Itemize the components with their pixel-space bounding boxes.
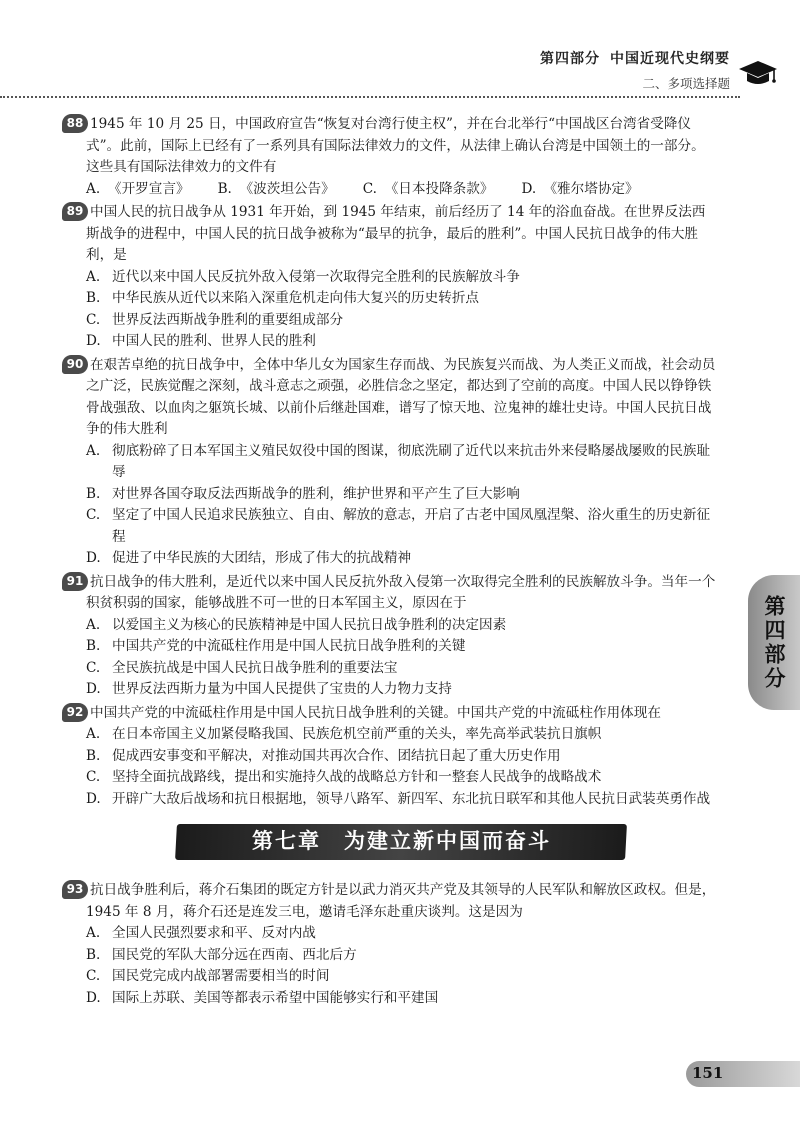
question-stem — [66, 880, 716, 923]
question-number-badge: 90 — [62, 355, 88, 374]
question-90 — [66, 355, 716, 570]
graduation-cap-icon — [738, 58, 778, 88]
chapter-heading — [175, 824, 627, 860]
side-part-tab — [748, 575, 800, 710]
question-93 — [66, 880, 716, 1009]
option-d: D. 开辟广大敌后战场和抗日根据地，领导八路军、新四军、东北抗日联军和其他人民抗日武装英勇作战 — [86, 790, 711, 807]
option-c: C. 坚持全面抗战路线，提出和实施持久战的战略总方针和一整套人民战争的战略战术 — [86, 769, 602, 785]
option-d: D. 国际上苏联、美国等都表示希望中国能够实行和平建国 — [86, 989, 439, 1006]
question-stem — [66, 114, 716, 179]
option-a: A. 全国人民强烈要求和平、反对内战 — [86, 925, 316, 941]
question-number-badge: 89 — [62, 202, 88, 221]
page-number: 151 — [692, 1064, 724, 1082]
question-stem — [66, 703, 716, 725]
header-main — [530, 48, 730, 68]
option-b: B. 对世界各国夺取反法西斯战争的胜利，维护世界和平产生了巨大影响 — [86, 485, 520, 502]
page-content — [66, 114, 716, 1011]
side-tab-label: 第四部分 — [762, 594, 786, 691]
option-a: A. 《开罗宣言》 — [86, 180, 190, 197]
question-number-badge: 93 — [62, 880, 88, 899]
option-a: A. 彻底粉碎了日本军国主义殖民奴役中国的图谋，彻底洗刷了近代以来抗击外来侵略屡战屡败的民族耻辱 — [86, 442, 711, 480]
option-c: C. 《日本投降条款》 — [362, 180, 494, 197]
option-a: A. 以爱国主义为核心的民族精神是中国人民抗日战争胜利的决定因素 — [86, 616, 507, 633]
option-b: B. 促成西安事变和平解决，对推动国共再次合作、团结抗日起了重大历史作用 — [86, 747, 561, 764]
option-b: B. 《波茨坦公告》 — [217, 180, 335, 197]
question-91 — [66, 572, 716, 701]
option-row — [86, 179, 716, 201]
question-text: 在艰苦卓绝的抗日战争中，全体中华儿女为国家生存而战、为民族复兴而战、为人类正义而战，社会动员之广泛，民族觉醒之深刻，战斗意志之顽强，必胜信念之坚定，都达到了空前的高度。中国人民以铮铮铁骨战强敌、以血肉之躯筑长城、以前仆后继赴国难，谱写了惊天地、泣鬼神的雄壮史诗。中国人民抗日战争的伟大胜利 — [86, 356, 716, 437]
question-text: 抗日战争胜利后，蒋介石集团的既定方针是以武力消灭共产党及其领导的人民军队和解放区政权。但是，1945 年 8 月，蒋介石还是连发三电，邀请毛泽东赴重庆谈判。这是因为 — [86, 882, 716, 920]
option-a: A. 近代以来中国人民反抗外敌入侵第一次取得完全胜利的民族解放斗争 — [86, 268, 520, 285]
option-c: C. 国民党完成内战部署需要相当的时间 — [86, 968, 330, 984]
option-b: B. 中华民族从近代以来陷入深重危机走向伟大复兴的历史转折点 — [86, 290, 480, 306]
option-b: B. 中国共产党的中流砥柱作用是中国人民抗日战争胜利的关键 — [86, 638, 466, 654]
option-d: D. 世界反法西斯力量为中国人民提供了宝贵的人力物力支持 — [86, 681, 452, 697]
question-89 — [66, 202, 716, 353]
question-text: 中国共产党的中流砥柱作用是中国人民抗日战争胜利的关键。中国共产党的中流砥柱作用体现在 — [90, 704, 661, 721]
header-divider — [0, 96, 740, 98]
option-d: D. 中国人民的胜利、世界人民的胜利 — [86, 333, 316, 349]
question-number-badge: 92 — [62, 703, 88, 722]
question-text: 抗日战争的伟大胜利，是近代以来中国人民反抗外敌入侵第一次取得完全胜利的民族解放斗争。当年一个积贫积弱的国家，能够战胜不可一世的日本军国主义，原因在于 — [86, 573, 716, 611]
option-a: A. 在日本帝国主义加紧侵略我国、民族危机空前严重的关头，率先高举武装抗日旗帜 — [86, 726, 602, 742]
option-c: C. 坚定了中国人民追求民族独立、自由、解放的意志，开启了古老中国凤凰涅槃、浴火重生的历史新征程 — [86, 507, 711, 545]
option-c: C. 世界反法西斯战争胜利的重要组成部分 — [86, 311, 344, 328]
option-b: B. 国民党的军队大部分远在西南、西北后方 — [86, 946, 357, 963]
question-92 — [66, 703, 716, 811]
page-header — [530, 48, 730, 92]
header-section: 二、多项选择题 — [642, 76, 730, 91]
question-stem — [66, 355, 716, 441]
question-number-badge: 91 — [62, 572, 88, 591]
header-part: 第四部分 — [540, 51, 600, 67]
question-stem — [66, 202, 716, 267]
option-c: C. 全民族抗战是中国人民抗日战争胜利的重要法宝 — [86, 659, 398, 676]
question-text: 1945 年 10 月 25 日，中国政府宣告“恢复对台湾行使主权”，并在台北举行“中国战区台湾省受降仪式”。此前，国际上已经有了一系列具有国际法律效力的文件，从法律上确认台湾是中国领土的一部分。这些具有国际法律效力的文件有 — [86, 116, 705, 175]
question-text: 中国人民的抗日战争从 1931 年开始，到 1945 年结束，前后经历了 14 年的浴血奋战。在世界反法西斯战争的进程中，中国人民的抗日战争被称为“最早的抗争，最后的胜利”。中国人民抗日战争的伟大胜利，是 — [86, 204, 706, 263]
option-d: D. 促进了中华民族的大团结，形成了伟大的抗战精神 — [86, 550, 412, 566]
header-title: 中国近现代史纲要 — [610, 51, 730, 67]
question-88 — [66, 114, 716, 200]
question-stem — [66, 572, 716, 615]
option-d: D. 《雅尔塔协定》 — [521, 180, 639, 197]
chapter-title: 第七章 为建立新中国而奋斗 — [251, 829, 551, 854]
question-number-badge: 88 — [62, 114, 88, 133]
